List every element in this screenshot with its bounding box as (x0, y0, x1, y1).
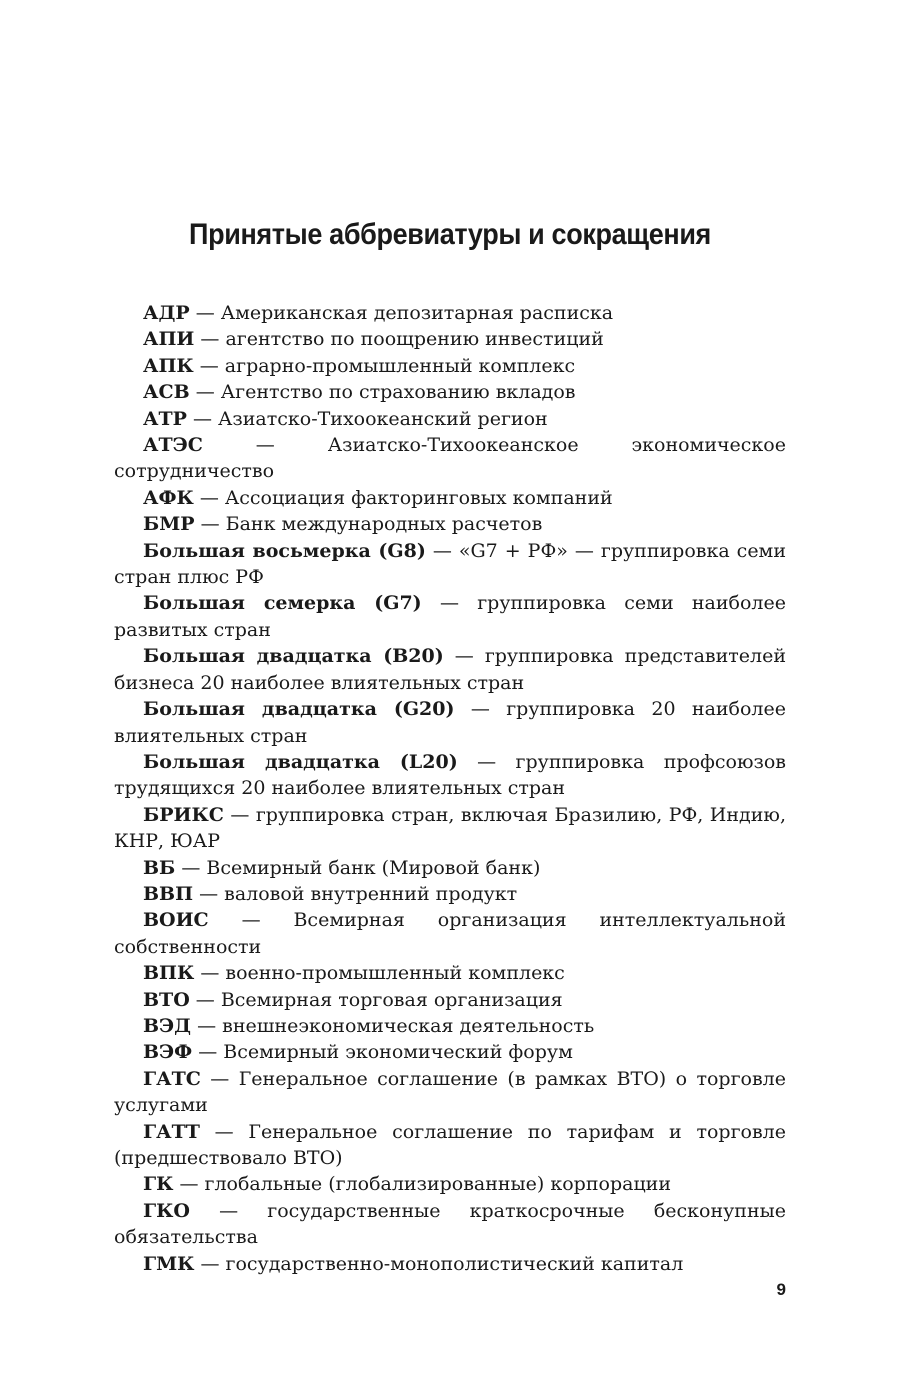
abbreviation-definition: — Американская депозитарная расписка (189, 302, 614, 324)
list-item (114, 1251, 786, 1277)
list-item (114, 643, 786, 696)
abbreviation-definition: — аграрно-промышленный комплекс (193, 354, 576, 377)
abbreviation-definition: — государственные краткосрочные бесконупные обязательства (114, 1199, 786, 1249)
abbreviation-definition: — военно-промышленный комплекс (194, 962, 565, 985)
abbreviation-term: БМР (143, 513, 195, 536)
abbreviation-definition: — «G7 + РФ» — группировка семи стран плюс РФ (114, 539, 787, 589)
list-item (114, 590, 786, 643)
abbreviation-term: ВПК (143, 962, 195, 985)
list-item (114, 802, 786, 855)
abbreviation-term: ВВП (143, 882, 194, 905)
abbreviation-definition: — государственно-монополистический капитал (194, 1252, 684, 1275)
abbreviation-term: ВЭФ (143, 1041, 193, 1064)
abbreviation-list (114, 300, 786, 1277)
abbreviation-definition: — группировка семи наиболее развитых стран (114, 592, 786, 641)
abbreviation-definition: — группировка 20 наиболее влиятельных стран (114, 698, 786, 747)
list-item (114, 379, 786, 405)
abbreviation-term: ВЭД (143, 1014, 192, 1037)
abbreviation-term: ВОИС (143, 909, 209, 932)
abbreviation-term: АПК (143, 354, 194, 377)
list-item (114, 432, 786, 485)
abbreviation-definition: — внешнеэкономическая деятельность (191, 1014, 595, 1037)
abbreviation-definition: — группировка профсоюзов трудящихся 20 наиболее влиятельных стран (114, 750, 786, 800)
abbreviation-definition: — Всемирная торговая организация (189, 988, 563, 1011)
abbreviation-term: АПИ (143, 328, 195, 351)
list-item (114, 1171, 786, 1197)
abbreviation-definition: — Агентство по страхованию вкладов (189, 381, 576, 404)
list-item (114, 855, 786, 881)
abbreviation-definition: — глобальные (глобализированные) корпорации (173, 1173, 671, 1196)
abbreviation-definition: — группировка представителей бизнеса 20 наиболее влиятельных стран (114, 645, 786, 694)
abbreviation-definition: — Всемирный экономический форум (192, 1041, 573, 1064)
abbreviation-definition: — валовой внутренний продукт (193, 882, 518, 905)
list-item (114, 1066, 786, 1119)
abbreviation-term: Большая двадцатка (B20) (143, 645, 444, 668)
page-number: 9 (776, 1280, 786, 1299)
abbreviation-definition: — Банк международных расчетов (194, 513, 543, 536)
abbreviation-definition: — Генеральное соглашение по тарифам и торговле (предшествовало ВТО) (114, 1120, 786, 1169)
abbreviation-definition: — Ассоциация факторинговых компаний (193, 486, 613, 509)
list-item (114, 538, 786, 591)
abbreviation-term: БРИКС (143, 803, 224, 826)
list-item (114, 511, 786, 537)
list-item (114, 881, 786, 907)
abbreviation-term: АСВ (143, 381, 190, 404)
list-item (114, 326, 786, 352)
list-item (114, 485, 786, 511)
abbreviation-term: АДР (143, 302, 190, 324)
abbreviation-term: АТР (143, 407, 187, 430)
abbreviation-definition: — Всемирный банк (Мировой банк) (175, 856, 541, 879)
list-item (114, 1013, 786, 1039)
list-item (114, 1198, 786, 1251)
abbreviation-term: Большая восьмерка (G8) (143, 539, 426, 562)
abbreviation-definition: — группировка стран, включая Бразилию, РФ, Индию, КНР, ЮАР (114, 803, 786, 853)
abbreviation-definition: — Азиатско-Тихоокеанский регион (186, 407, 548, 430)
abbreviation-definition: — Азиатско-Тихоокеанское экономическое сотрудничество (114, 434, 786, 483)
list-item (114, 696, 786, 749)
abbreviation-definition: — агентство по поощрению инвестиций (194, 328, 604, 351)
list-item (114, 300, 786, 326)
list-item (114, 907, 786, 960)
abbreviation-term: Большая двадцатка (L20) (143, 750, 458, 773)
abbreviation-term: ГАТТ (143, 1120, 200, 1143)
abbreviation-term: Большая семерка (G7) (143, 592, 422, 615)
list-item (114, 960, 786, 986)
abbreviation-definition: — Генеральное соглашение (в рамках ВТО) о торговле услугами (114, 1067, 786, 1117)
abbreviation-definition: — Всемирная организация интеллектуальной собственности (114, 909, 786, 958)
page-title: Принятые аббревиатуры и сокращения (189, 218, 711, 251)
abbreviation-term: ВБ (143, 856, 176, 879)
abbreviation-term: ГК (143, 1173, 174, 1196)
list-item (114, 406, 786, 432)
abbreviation-term: ГКО (143, 1199, 190, 1222)
list-item (114, 1039, 786, 1065)
list-item (114, 353, 786, 379)
abbreviation-term: Большая двадцатка (G20) (143, 698, 455, 721)
list-item (114, 987, 786, 1013)
abbreviation-term: АТЭС (143, 434, 203, 457)
abbreviation-term: АФК (143, 486, 194, 509)
abbreviation-term: ГАТС (143, 1067, 201, 1090)
list-item (114, 1119, 786, 1172)
abbreviation-term: ВТО (143, 988, 190, 1011)
list-item (114, 749, 786, 802)
abbreviation-term: ГМК (143, 1252, 195, 1275)
